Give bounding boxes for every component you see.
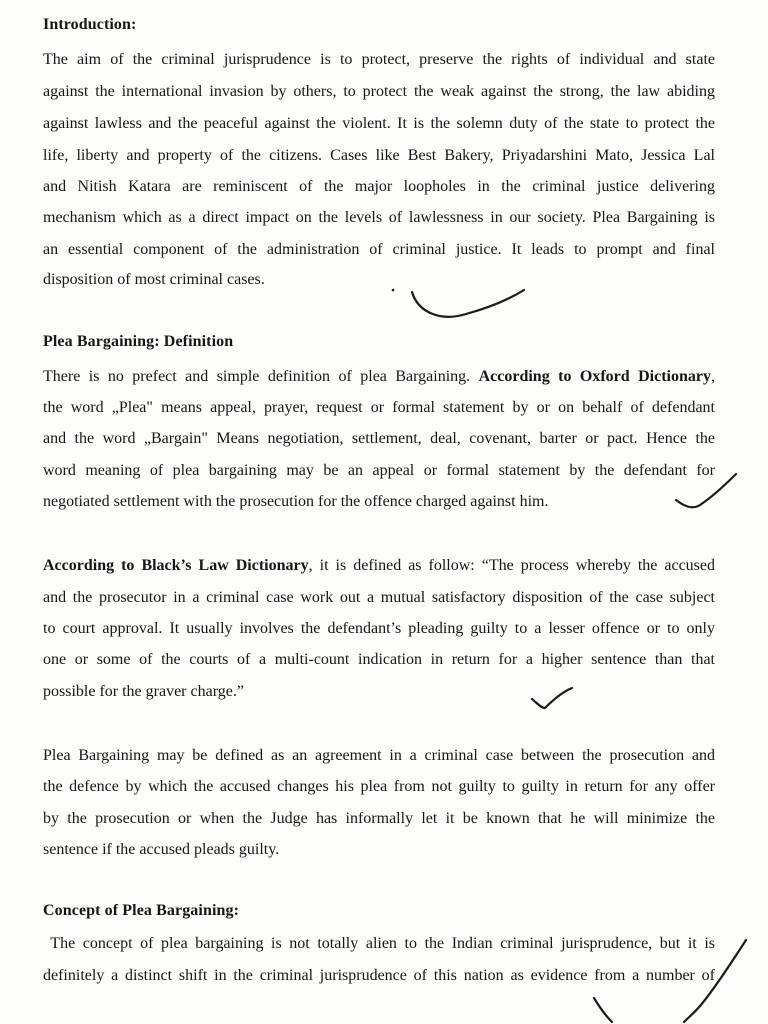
text-line: life, liberty and property of the citizens. Cases like Best Bakery, Priyadarshini Mato, Jessica Lal — [43, 147, 715, 164]
text-line: and the word „Bargain" Means negotiation, settlement, deal, covenant, barter or pact. Hence the — [43, 430, 715, 447]
text-line: possible for the graver charge.” — [43, 683, 244, 700]
pen-dot — [392, 289, 395, 292]
heading-concept: Concept of Plea Bargaining: — [43, 902, 240, 919]
text-line: sentence if the accused pleads guilty. — [43, 841, 280, 858]
text-line: word meaning of plea bargaining may be an appeal or formal statement by the defendant for — [43, 462, 715, 479]
text-line: definitely a distinct shift in the criminal jurisprudence of this nation as evidence from a number of — [43, 967, 715, 984]
text-line: The aim of the criminal jurisprudence is to protect, preserve the rights of individual and state — [43, 51, 715, 68]
text-line: According to Black’s Law Dictionary, it is defined as follow: “The process whereby the accused — [43, 557, 716, 574]
heading-plea-definition: Plea Bargaining: Definition — [43, 333, 234, 350]
checkmark-icon — [684, 940, 746, 1022]
text-line: the word „Plea" means appeal, prayer, request or formal statement by or on behalf of defendant — [43, 399, 715, 416]
text-line: The concept of plea bargaining is not totally alien to the Indian criminal jurisprudence, but it is — [43, 935, 715, 952]
checkmark-icon — [676, 474, 736, 507]
text-line: the defence by which the accused changes his plea from not guilty to guilty in return for any offer — [43, 778, 715, 795]
text-line: against lawless and the peaceful against the violent. It is the solemn duty of the state to protect the — [43, 115, 715, 132]
text-line: by the prosecution or when the Judge has informally let it be known that he will minimize the — [43, 810, 715, 827]
text-line: There is no prefect and simple definition of plea Bargaining. According to Oxford Dictionary, — [43, 368, 716, 385]
checkmark-icon — [412, 290, 524, 317]
blacks-law-dictionary-term: According to Black’s Law Dictionary — [43, 557, 309, 574]
text-line: one or some of the courts of a multi-count indication in return for a higher sentence than that — [43, 651, 715, 668]
text-line: against the international invasion by others, to protect the weak against the strong, the law abiding — [43, 83, 715, 100]
heading-introduction: Introduction: — [43, 16, 137, 33]
text-line: mechanism which as a direct impact on the levels of lawlessness in our society. Plea Bargaining is — [43, 209, 715, 226]
text-line: disposition of most criminal cases. — [43, 271, 265, 288]
text-line: an essential component of the administration of criminal justice. It leads to prompt and final — [43, 241, 715, 258]
checkmark-icon — [532, 688, 572, 708]
text-line: to court approval. It usually involves the defendant’s pleading guilty to a lesser offence or to only — [43, 620, 715, 637]
checkmark-icon — [594, 998, 612, 1022]
text-line: and the prosecutor in a criminal case work out a mutual satisfactory disposition of the case subject — [43, 589, 715, 606]
oxford-dictionary-term: According to Oxford Dictionary — [478, 368, 712, 385]
text-line: and Nitish Katara are reminiscent of the major loopholes in the criminal justice delivering — [43, 178, 715, 195]
text-line: Plea Bargaining may be defined as an agreement in a criminal case between the prosecution and — [43, 747, 715, 764]
text-line: negotiated settlement with the prosecution for the offence charged against him. — [43, 493, 549, 510]
